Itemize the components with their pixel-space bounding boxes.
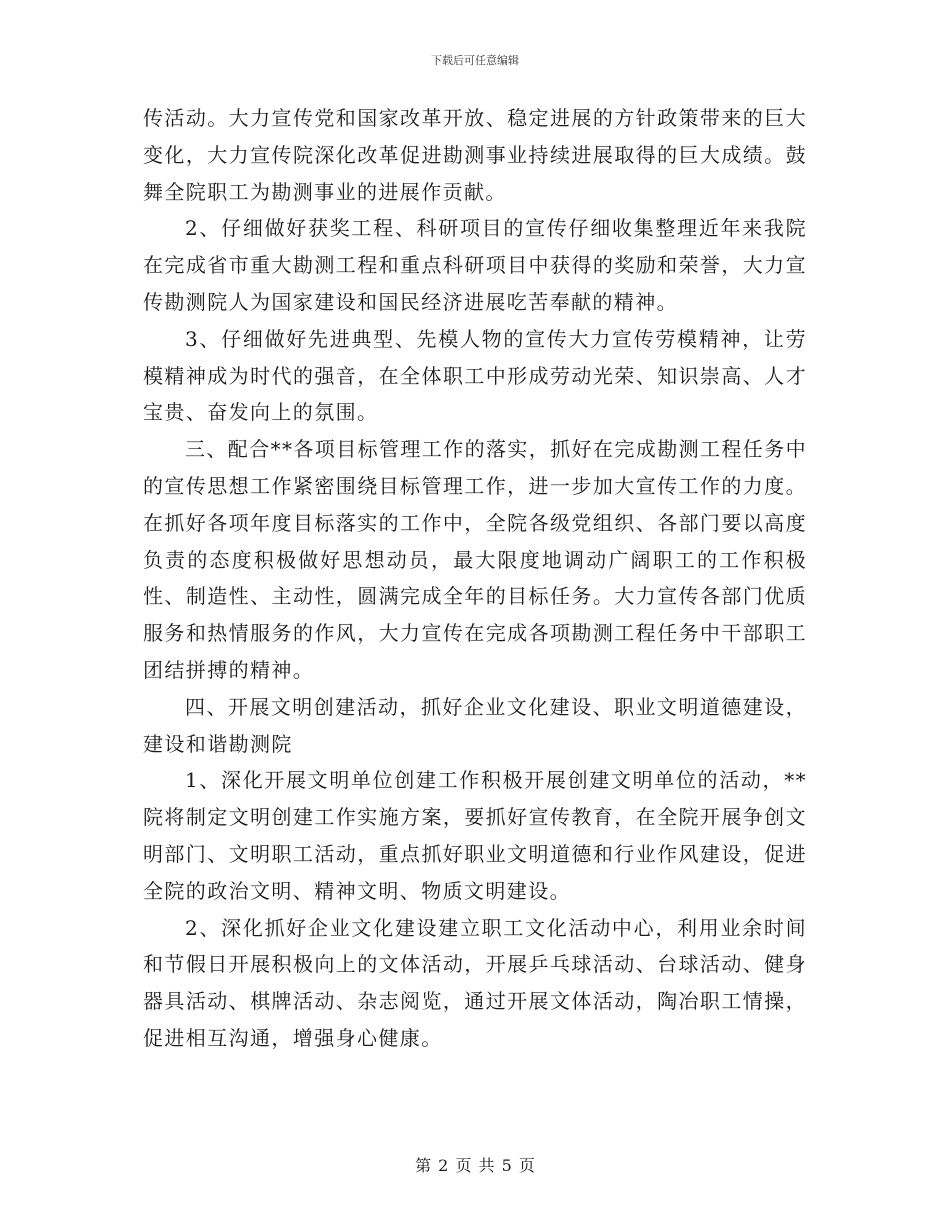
document-body	[143, 100, 807, 1057]
page-header-note: 下载后可任意编辑	[431, 54, 519, 67]
paragraph-section-three: 三、配合**各项目标管理工作的落实，抓好在完成勘测工程任务中的宣传思想工作紧密围绕目标管理工作，进一步加大宣传工作的力度。在抓好各项年度目标落实的工作中，全院各级党组织、各部门要以高度负责的态度积极做好思想动员，最大限度地调动广阔职工的工作积极性、制造性、主动性，圆满完成全年的目标任务。大力宣传各部门优质服务和热情服务的作风，大力宣传在完成各项勘测工程任务中干部职工团结拼搏的精神。	[143, 437, 807, 682]
page-number: 第 2 页 共 5 页	[415, 1156, 535, 1175]
paragraph-corporate-culture: 2、深化抓好企业文化建设建立职工文化活动中心，利用业余时间和节假日开展积极向上的文体活动，开展乒乓球活动、台球活动、健身器具活动、棋牌活动、杂志阅览，通过开展文体活动，陶冶职工情操，促进相互沟通，增强身心健康。	[143, 915, 807, 1050]
paragraph-model-workers: 3、仔细做好先进典型、先模人物的宣传大力宣传劳模精神，让劳模精神成为时代的强音，在全体职工中形成劳动光荣、知识崇高、人才宝贵、奋发向上的氛围。	[143, 326, 807, 425]
paragraph-continuation: 传活动。大力宣传党和国家改革开放、稳定进展的方针政策带来的巨大变化，大力宣传院深化改革促进勘测事业持续进展取得的巨大成绩。鼓舞全院职工为勘测事业的进展作贡献。	[143, 106, 807, 204]
paragraph-section-four-heading: 四、开展文明创建活动，抓好企业文化建设、职业文明道德建设，建设和谐勘测院	[143, 694, 807, 756]
paragraph-civilized-unit: 1、深化开展文明单位创建工作积极开展创建文明单位的活动，**院将制定文明创建工作实施方案，要抓好宣传教育，在全院开展争创文明部门、文明职工活动，重点抓好职业文明道德和行业作风建设，促进全院的政治文明、精神文明、物质文明建设。	[143, 768, 807, 903]
paragraph-awards-publicity: 2、仔细做好获奖工程、科研项目的宣传仔细收集整理近年来我院在完成省市重大勘测工程和重点科研项目中获得的奖励和荣誉，大力宣传勘测院人为国家建设和国民经济进展吃苦奉献的精神。	[143, 216, 807, 314]
